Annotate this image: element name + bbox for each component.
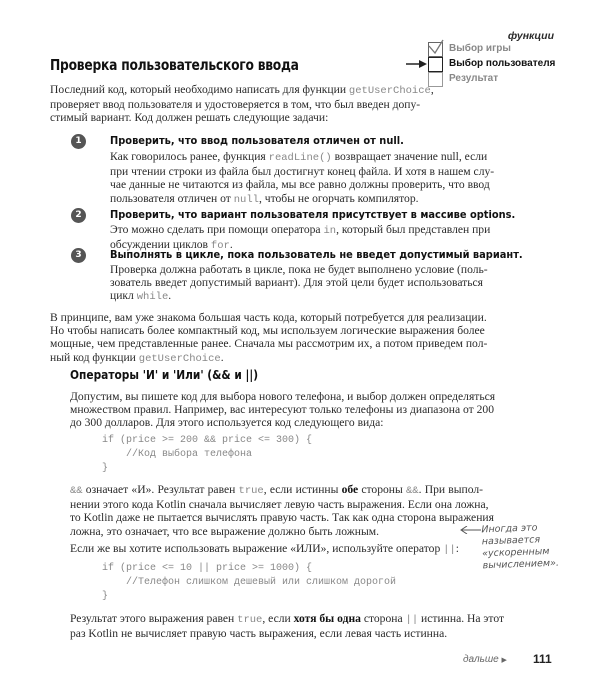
bold-text: обе <box>341 483 359 496</box>
inline-code: && <box>70 485 83 497</box>
step-body-3 <box>110 263 488 305</box>
text: . При выпол- <box>418 483 484 496</box>
text-line <box>110 192 483 207</box>
text: стороны <box>358 483 406 496</box>
text: Допустим, вы пишете код для выбора нового телефона, и выбор должен определяться <box>70 390 496 403</box>
note-line: «ускоренным <box>482 545 550 560</box>
inline-code: && <box>406 485 419 497</box>
text: Проверка должна работать в цикле, пока не будет выполнено условие (поль- <box>110 263 488 276</box>
note-line: называется <box>481 534 541 548</box>
text-line <box>70 483 483 498</box>
text-line <box>70 390 496 403</box>
inline-code: true <box>237 614 263 626</box>
inline-code: null <box>233 193 259 206</box>
step-body-1 <box>110 150 495 207</box>
text: . <box>220 350 224 364</box>
arrow-right-icon <box>406 59 428 69</box>
arrow-left-icon <box>460 526 482 534</box>
text: Как говорилось ранее, функция <box>110 150 269 163</box>
text: , если <box>262 612 294 625</box>
text: чае данные не читаются из файла, мы все равно должны проверить, что ввод <box>110 178 490 192</box>
progress-item-done: Выбор игры <box>449 43 511 54</box>
text: Если же вы хотите использовать выражение «ИЛИ», используйте оператор <box>70 542 444 555</box>
text-line <box>110 165 495 179</box>
text: проверяет ввод пользователя и удостоверяется в том, что был введен допу- <box>50 98 421 112</box>
text: то Kotlin даже не пытается вычислять правую часть. Так как одна сторона выражения <box>70 511 494 525</box>
text-line <box>110 178 490 192</box>
text-line <box>50 111 416 124</box>
text-line <box>110 223 491 238</box>
text: стимый вариант. Код должен решать следующие задачи: <box>50 111 329 125</box>
step-number-3: 3 <box>71 248 86 263</box>
note-line: вычислением». <box>482 557 560 572</box>
text: при чтении строки из файла был достигнут конец файла. И хотя в нашем слу- <box>110 165 495 179</box>
text: . <box>168 289 172 303</box>
paragraph-5 <box>70 612 505 641</box>
bold-text: хотя бы одна <box>293 612 361 625</box>
text-line <box>50 98 421 112</box>
text: пользователя отличен от <box>110 191 234 205</box>
inline-code: || <box>443 544 456 556</box>
text: В принципе, вам уже знакома большая часть кода, который потребуется для реализации. <box>50 311 487 324</box>
text-line <box>70 627 483 640</box>
section-header: функции <box>507 30 554 42</box>
text-line <box>70 612 505 627</box>
text: Последний код, который необходимо написать для функции <box>50 83 349 96</box>
text: : <box>455 542 459 555</box>
text-line <box>110 276 483 289</box>
checkmark-icon <box>427 38 445 56</box>
paragraph-2 <box>70 390 496 430</box>
paragraph-4 <box>70 542 460 557</box>
text: цикл <box>110 289 137 303</box>
text-line <box>50 337 488 351</box>
text-line <box>70 511 494 525</box>
text: обсуждении циклов <box>110 238 211 252</box>
margin-note <box>481 522 559 573</box>
text: истинна. На этот <box>418 612 505 625</box>
text: возвращает значение null, если <box>331 150 488 163</box>
text-line <box>70 525 483 538</box>
text-line <box>50 351 483 366</box>
inline-code: for <box>210 240 230 253</box>
text-line <box>70 498 489 512</box>
note-line: Иногда это <box>481 522 538 536</box>
text-line <box>110 150 488 165</box>
code-block-and: if (price >= 200 && price <= 300) { //Код выбора телефона } <box>102 435 313 474</box>
paragraph-1 <box>50 311 488 366</box>
text: Это можно сделать при помощи оператора <box>110 223 324 236</box>
text: . <box>229 238 233 252</box>
step-heading-3: Выполнять в цикле, пока пользователь не введет допустимый вариант. <box>110 249 523 261</box>
triangle-right-icon: ▶ <box>501 657 507 664</box>
text: , <box>430 83 434 96</box>
step-heading-2: Проверить, что вариант пользователя присутствует в массиве options. <box>110 209 516 221</box>
next-page-link[interactable] <box>463 654 507 665</box>
text-line <box>110 289 483 304</box>
text-line <box>70 542 460 557</box>
paragraph-3 <box>70 483 494 538</box>
text: множеством правил. Например, вас интересуют только телефоны из диапазона от 200 <box>70 403 494 417</box>
text: , чтобы не огорчать компилятор. <box>258 191 419 205</box>
text-line <box>110 263 488 276</box>
text-line <box>70 416 483 429</box>
step-heading-1: Проверить, что ввод пользователя отличен от null. <box>110 135 404 147</box>
step-number-2: 2 <box>71 208 86 223</box>
text: Но чтобы написать более компактный код, мы используем логические выражения более <box>50 324 485 338</box>
text: , который был представлен при <box>336 223 491 236</box>
next-label: дальше <box>463 654 499 665</box>
text: до 300 долларов. Для этого используется код следующего вида: <box>70 416 384 430</box>
inline-code: true <box>238 485 264 497</box>
text: мощные, чем представленные ранее. Сначала мы рассмотрим их, а потом приведем пол- <box>50 337 488 351</box>
text-line <box>50 324 483 337</box>
page-title: Проверка пользовательского ввода <box>50 56 299 74</box>
text: раз Kotlin не вычисляет правую часть выражения, если левая часть истинна. <box>70 627 448 641</box>
inline-code: getUserChoice <box>348 85 431 97</box>
text: означает «И». Результат равен <box>82 483 239 496</box>
page-number: 111 <box>533 652 552 666</box>
text-line <box>70 403 494 417</box>
text: зователь введет допустимый вариант). Для этой цели будет использоваться <box>110 276 483 290</box>
step-number-1: 1 <box>71 134 86 149</box>
progress-item-current: Выбор пользователя <box>449 58 556 69</box>
progress-item-todo: Результат <box>449 73 499 84</box>
inline-code: in <box>323 225 337 237</box>
text-line <box>50 311 487 324</box>
inline-code: getUserChoice <box>138 352 221 365</box>
text: сторона <box>360 612 406 625</box>
inline-code: readLine() <box>268 152 332 164</box>
text: Результат этого выражения равен <box>70 612 238 625</box>
code-block-or: if (price <= 10 || price >= 1000) { //Телефон слишком дешевый или слишком дорогой } <box>102 563 397 602</box>
text: ложна, это означает, что все выражение должно быть ложным. <box>70 524 379 538</box>
checkbox-current <box>428 57 443 72</box>
subheading: Операторы 'И' и 'Или' (&& и ||) <box>70 367 259 382</box>
text: нении этого кода Kotlin сначала вычисляет левую часть выражения. Если она ложна, <box>70 498 489 512</box>
inline-code: || <box>405 614 419 626</box>
text: ный код функции <box>50 350 139 364</box>
text-line <box>50 83 434 98</box>
inline-code: while <box>136 291 169 304</box>
text: , если истинны <box>263 483 342 496</box>
intro-paragraph <box>50 83 434 125</box>
